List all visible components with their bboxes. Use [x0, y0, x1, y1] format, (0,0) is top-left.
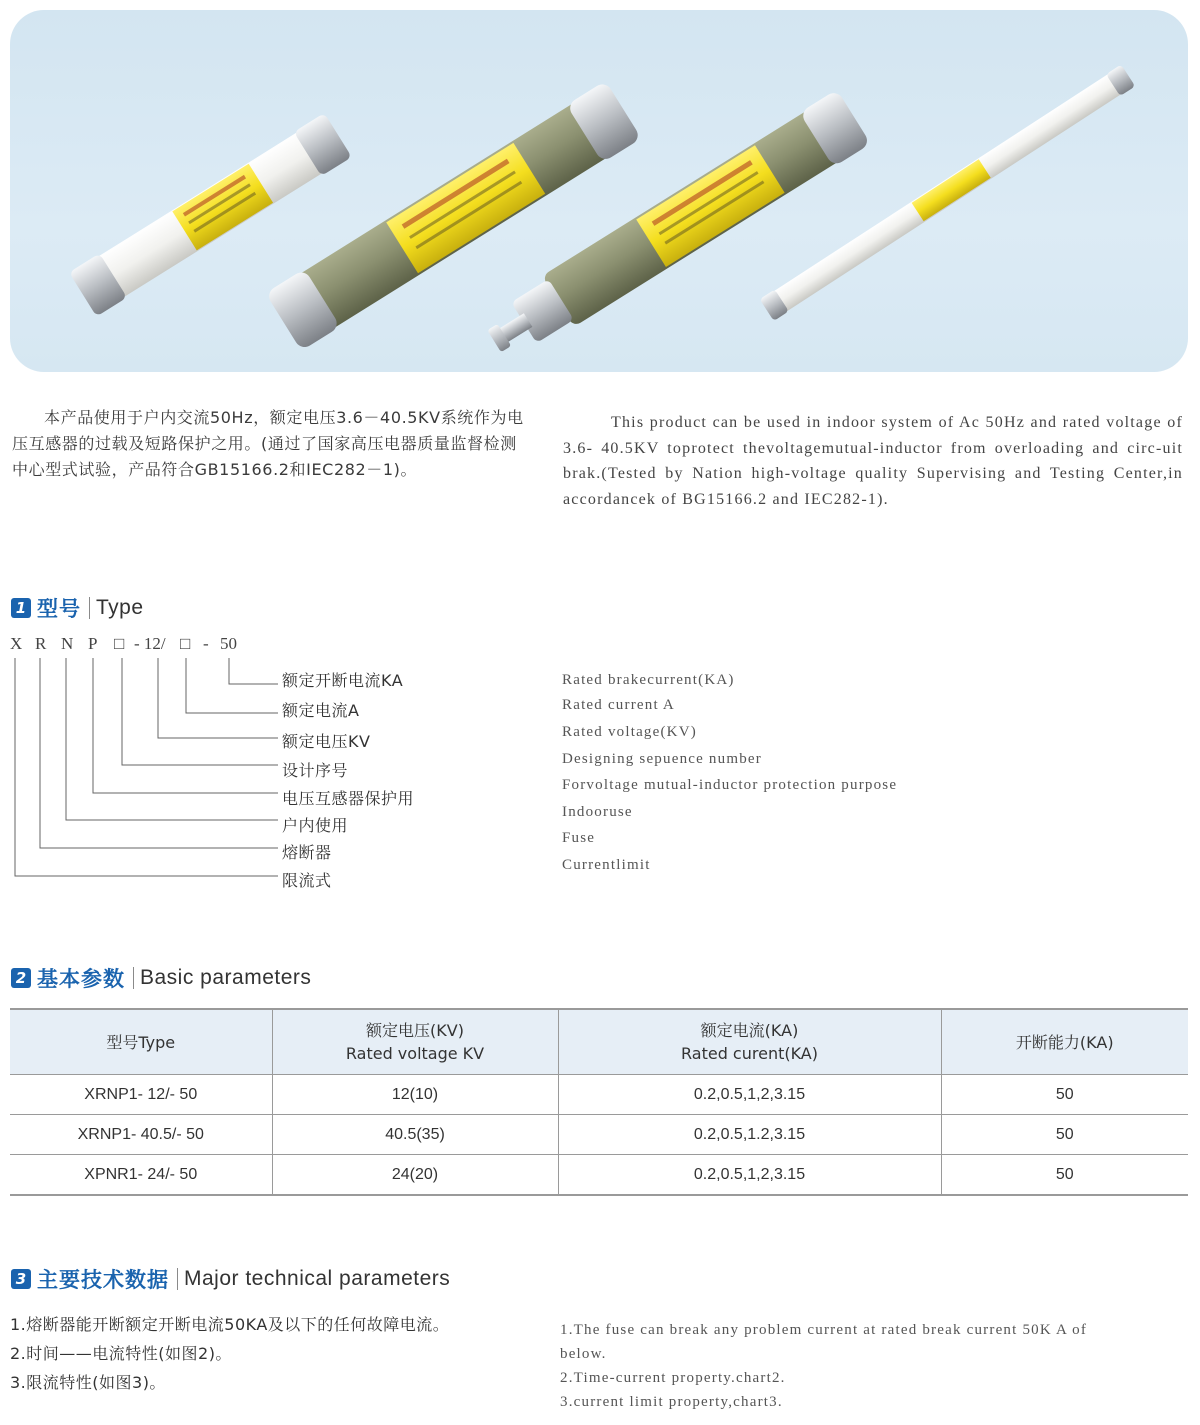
table-row: [10, 1075, 1188, 1115]
table-row: [10, 1155, 1188, 1196]
section-title-en: Type: [96, 596, 144, 619]
code-part-box-1: □: [114, 634, 125, 653]
product-photo-panel: [10, 10, 1188, 372]
section-title-en: Basic parameters: [140, 966, 312, 989]
cell-voltage: 12(10): [272, 1075, 558, 1115]
table-row: [10, 1115, 1188, 1155]
type-label-en: Fuse: [562, 830, 596, 846]
cell-type: XRNP1- 40.5/- 50: [10, 1115, 272, 1155]
section-basic-heading: [11, 964, 311, 992]
list-item: 1.熔断器能开断额定开断电流50KA及以下的任何故障电流。: [10, 1315, 450, 1334]
cell-current: 0.2,0.5,1,2,3.15: [558, 1075, 941, 1115]
type-label-en: Rated current A: [562, 697, 675, 713]
code-part-12: - 12/: [134, 634, 166, 653]
list-item: 3.限流特性(如图3)。: [10, 1373, 166, 1392]
basic-parameters-table: [10, 1008, 1188, 1196]
cell-breaking: 50: [941, 1155, 1188, 1196]
section-title-en: Major technical parameters: [184, 1267, 451, 1290]
tech-list-cn: [10, 1310, 449, 1397]
type-label-en: Rated voltage(KV): [562, 724, 697, 740]
code-part-box-2: □: [180, 634, 191, 653]
intro-chinese: 本产品使用于户内交流50Hz，额定电压3.6－40.5KV系统作为电压互感器的过载及短路保护之用。(通过了国家高压电器质量监督检测中心型式试验，产品符合GB15166.2和IEC282－1)。: [12, 408, 524, 479]
cell-voltage: 24(20): [272, 1155, 558, 1196]
table-header-row: [10, 1009, 1188, 1075]
type-label-cn: 额定开断电流KA: [282, 671, 404, 690]
list-item: 1.The fuse can break any problem current at rated break current 50K A of: [560, 1322, 1088, 1338]
list-item: 3.current limit property,chart3.: [560, 1394, 783, 1410]
type-label-cn: 户内使用: [282, 816, 349, 835]
section-title-cn: 型号: [37, 597, 81, 621]
list-item: 2.时间——电流特性(如图2)。: [10, 1344, 232, 1363]
type-label-cn: 设计序号: [282, 761, 349, 780]
cell-voltage: 40.5(35): [272, 1115, 558, 1155]
type-label-cn: 电压互感器保护用: [282, 789, 415, 808]
list-item: below.: [560, 1346, 607, 1362]
section-title-cn: 基本参数: [37, 967, 125, 991]
list-item: 2.Time-current property.chart2.: [560, 1370, 786, 1386]
section-title-cn: 主要技术数据: [37, 1268, 169, 1292]
code-part-x: X: [10, 634, 23, 653]
cell-type: XRNP1- 12/- 50: [10, 1075, 272, 1115]
section-type-heading: [11, 594, 144, 622]
type-label-en: Forvoltage mutual-inductor protection purpose: [562, 777, 898, 793]
type-label-cn: 额定电压KV: [282, 732, 371, 751]
divider: [177, 1268, 178, 1290]
code-part-p: P: [88, 634, 98, 653]
type-label-cn: 限流式: [282, 871, 332, 890]
intro-english: This product can be used in indoor system of Ac 50Hz and rated voltage of 3.6- 40.5KV toprotect thevoltagemutual-inductor from overloading and circ-uit brak.(Tested by Nation high-voltage quality Supervising and Testing Center,in accordancek of BG15166.2 and IEC282-1).: [563, 414, 1183, 508]
four-high-voltage-fuses-photo: [10, 10, 1188, 372]
code-part-r: R: [35, 634, 47, 653]
section-number-badge: 2: [11, 968, 31, 988]
type-label-en: Indooruse: [562, 804, 633, 820]
type-label-cn: 熔断器: [282, 843, 332, 862]
header-rated-voltage: 额定电压(KV) Rated voltage KV: [272, 1009, 558, 1075]
type-label-cn: 额定电流A: [282, 701, 360, 720]
header-breaking-capacity: 开断能力(KA): [941, 1009, 1188, 1075]
divider: [89, 597, 90, 619]
header-type: 型号Type: [10, 1009, 272, 1075]
type-label-en: Rated brakecurrent(KA): [562, 672, 735, 688]
cell-breaking: 50: [941, 1075, 1188, 1115]
cell-current: 0.2,0.5,1.2,3.15: [558, 1115, 941, 1155]
cell-type: XPNR1- 24/- 50: [10, 1155, 272, 1196]
divider: [133, 967, 134, 989]
section-number-badge: 3: [11, 1269, 31, 1289]
cell-current: 0.2,0.5,1,2,3.15: [558, 1155, 941, 1196]
type-label-en: Currentlimit: [562, 857, 651, 873]
type-label-en: Designing sepuence number: [562, 751, 762, 767]
cell-breaking: 50: [941, 1115, 1188, 1155]
tech-list-en: [560, 1318, 1180, 1414]
section-number-badge: 1: [11, 598, 31, 618]
section-tech-heading: [11, 1265, 450, 1293]
code-part-n: N: [61, 634, 74, 653]
code-part-50: 50: [220, 634, 237, 653]
code-part-dash: -: [203, 634, 209, 653]
header-rated-current: 额定电流(KA) Rated curent(KA): [558, 1009, 941, 1075]
